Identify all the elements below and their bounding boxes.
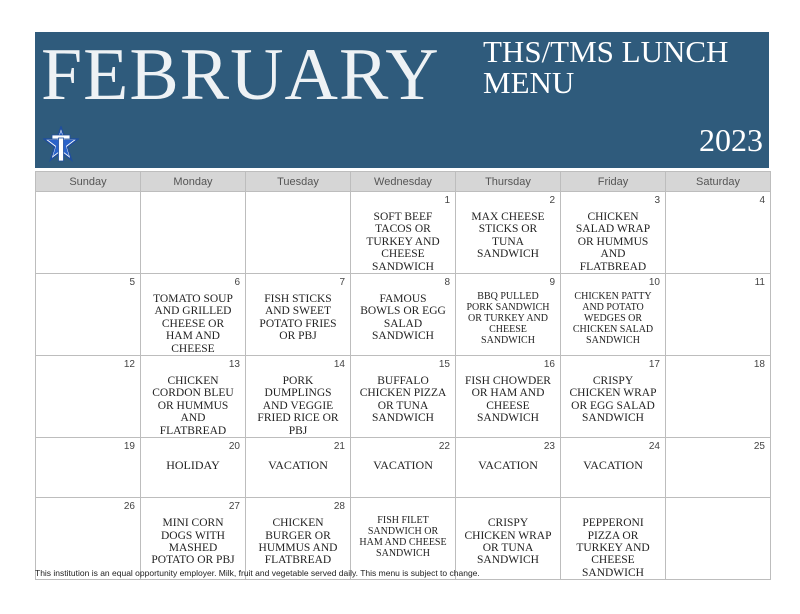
day-cell	[141, 356, 246, 438]
weekday-header-thursday: Thursday	[456, 172, 561, 192]
day-number: 7	[339, 277, 345, 289]
day-number: 10	[648, 277, 660, 289]
meal-text: PEPPERONI PIZZA OR TURKEY AND CHEESE SANDWICH	[576, 517, 650, 579]
day-cell	[36, 192, 141, 274]
day-cell	[666, 356, 771, 438]
day-cell	[561, 438, 666, 498]
meal-text: HOLIDAY	[166, 458, 220, 473]
weekday-header-tuesday: Tuesday	[246, 172, 351, 192]
meal-text: FISH STICKS AND SWEET POTATO FRIES OR PBJ	[259, 293, 337, 343]
day-number: 5	[129, 277, 135, 289]
day-number: 24	[648, 441, 660, 453]
meal-text: PORK DUMPLINGS AND VEGGIE FRIED RICE OR PBJ	[257, 375, 339, 437]
day-number: 28	[333, 501, 345, 513]
week-row	[36, 438, 771, 498]
meal-text: TOMATO SOUP AND GRILLED CHEESE OR HAM AND CHEESE	[153, 293, 233, 355]
meal-text: MAX CHEESE STICKS OR TUNA SANDWICH	[471, 211, 545, 261]
day-cell	[246, 192, 351, 274]
day-cell	[666, 498, 771, 580]
day-number: 15	[438, 359, 450, 371]
day-number: 3	[654, 195, 660, 206]
day-number	[456, 498, 560, 513]
meal-text	[36, 289, 140, 293]
day-cell	[141, 438, 246, 498]
day-cell	[246, 274, 351, 356]
day-cell	[456, 438, 561, 498]
day-cell	[141, 274, 246, 356]
meal-text: CRISPY CHICKEN WRAP OR TUNA SANDWICH	[464, 517, 552, 567]
meal-text: FISH CHOWDER OR HAM AND CHEESE SANDWICH	[465, 375, 551, 425]
day-number: 19	[123, 441, 135, 453]
meal-text	[666, 289, 770, 293]
day-number	[246, 192, 350, 207]
meal-text: MINI CORN DOGS WITH MASHED POTATO OR PBJ	[151, 517, 235, 567]
day-cell	[246, 438, 351, 498]
meal-text: CHICKEN BURGER OR HUMMUS AND FLATBREAD	[258, 517, 338, 567]
day-number: 12	[123, 359, 135, 371]
day-cell	[456, 356, 561, 438]
meal-text: VACATION	[268, 458, 328, 473]
lunch-calendar	[35, 171, 771, 580]
weekday-header-friday: Friday	[561, 172, 666, 192]
day-number: 1	[444, 195, 450, 206]
meal-text: VACATION	[373, 458, 433, 473]
day-cell	[456, 192, 561, 274]
day-cell	[561, 356, 666, 438]
meal-text	[666, 513, 770, 517]
month-title: FEBRUARY	[41, 34, 440, 116]
meal-text: CHICKEN PATTY AND POTATO WEDGES OR CHICKEN SALAD SANDWICH	[572, 291, 654, 347]
day-cell	[561, 498, 666, 580]
day-number: 17	[648, 359, 660, 371]
meal-text	[246, 207, 350, 211]
day-cell	[456, 274, 561, 356]
day-cell	[36, 438, 141, 498]
day-cell	[561, 192, 666, 274]
day-cell	[351, 274, 456, 356]
day-number: 2	[549, 195, 555, 206]
day-number: 21	[333, 441, 345, 453]
day-number: 27	[228, 501, 240, 513]
day-number	[351, 498, 455, 513]
day-cell	[351, 438, 456, 498]
day-number: 25	[753, 441, 765, 453]
weekday-header-monday: Monday	[141, 172, 246, 192]
day-number: 8	[444, 277, 450, 289]
day-number: 4	[759, 195, 765, 206]
day-number	[666, 498, 770, 513]
meal-text	[666, 371, 770, 375]
meal-text	[36, 453, 140, 457]
day-cell	[36, 274, 141, 356]
meal-text: SOFT BEEF TACOS OR TURKEY AND CHEESE SANDWICH	[366, 211, 440, 273]
day-number: 22	[438, 441, 450, 453]
meal-text	[36, 513, 140, 517]
day-number: 14	[333, 359, 345, 371]
meal-text: VACATION	[583, 458, 643, 473]
day-number: 26	[123, 501, 135, 513]
meal-text	[666, 207, 770, 211]
day-cell	[246, 356, 351, 438]
meal-text: CRISPY CHICKEN WRAP OR EGG SALAD SANDWICH	[569, 375, 657, 425]
day-number	[561, 498, 665, 513]
header-banner	[35, 32, 769, 168]
day-cell	[351, 356, 456, 438]
day-cell	[666, 192, 771, 274]
day-cell	[666, 274, 771, 356]
meal-text	[666, 453, 770, 457]
day-cell	[666, 438, 771, 498]
day-number: 13	[228, 359, 240, 371]
meal-text	[141, 207, 245, 211]
meal-text: BBQ PULLED PORK SANDWICH OR TURKEY AND CHEESE SANDWICH	[466, 291, 550, 347]
day-number: 11	[754, 277, 765, 289]
meal-text: FISH FILET SANDWICH OR HAM AND CHEESE SANDWICH	[359, 515, 447, 560]
week-row	[36, 356, 771, 438]
menu-title: THS/TMS LUNCH MENU	[483, 34, 729, 100]
day-cell	[141, 192, 246, 274]
meal-text	[36, 371, 140, 375]
star-t-logo-icon	[43, 126, 79, 164]
day-cell	[351, 192, 456, 274]
weekday-header-wednesday: Wednesday	[351, 172, 456, 192]
meal-text	[36, 207, 140, 211]
week-row	[36, 192, 771, 274]
meal-text: CHICKEN SALAD WRAP OR HUMMUS AND FLATBREAD	[575, 211, 651, 273]
meal-text: BUFFALO CHICKEN PIZZA OR TUNA SANDWICH	[359, 375, 447, 425]
day-number	[36, 192, 140, 207]
weekday-header-row	[36, 172, 771, 192]
year-label: 2023	[699, 122, 763, 158]
day-number: 18	[753, 359, 765, 371]
day-number: 6	[234, 277, 240, 289]
week-row	[36, 274, 771, 356]
meal-text: CHICKEN CORDON BLEU OR HUMMUS AND FLATBREAD	[152, 375, 234, 437]
day-number: 16	[543, 359, 555, 371]
meal-text: VACATION	[478, 458, 538, 473]
meal-text: FAMOUS BOWLS OR EGG SALAD SANDWICH	[360, 293, 446, 343]
weekday-header-saturday: Saturday	[666, 172, 771, 192]
day-cell	[36, 356, 141, 438]
day-number: 9	[549, 277, 555, 289]
day-cell	[561, 274, 666, 356]
weekday-header-sunday: Sunday	[36, 172, 141, 192]
day-number: 20	[228, 441, 240, 453]
day-number: 23	[543, 441, 555, 453]
day-number	[141, 192, 245, 207]
footer-note: This institution is an equal opportunity employer. Milk, fruit and vegetable served daily. This menu is subject to change.	[35, 568, 480, 578]
